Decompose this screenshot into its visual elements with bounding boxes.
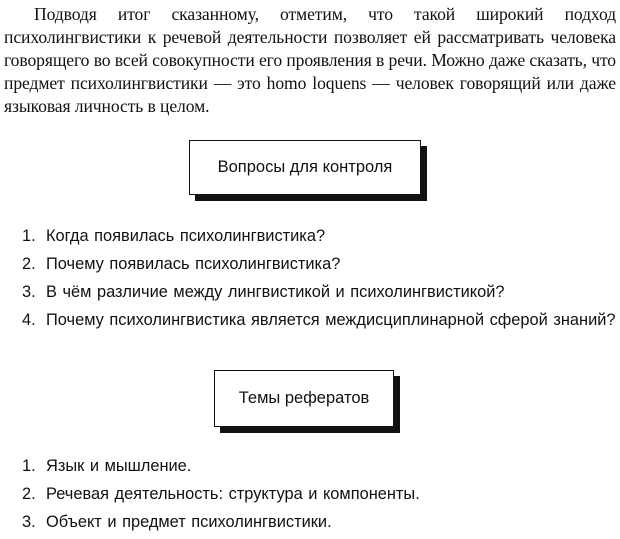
essay-topics-heading: Темы рефератов [238, 389, 370, 407]
essay-topics-list [22, 455, 618, 539]
list-item [22, 253, 618, 275]
item-text: Когда появилась психолингвистика? [46, 227, 326, 245]
list-item [22, 483, 618, 505]
item-text: Почему психолингвистика является междисциплинарной сферой знаний? [46, 311, 616, 329]
control-questions-list [22, 225, 618, 337]
item-text: Почему появилась психолингвистика? [46, 255, 341, 273]
essay-topics-heading-box [214, 370, 394, 427]
control-questions-heading: Вопросы для контроля [217, 158, 393, 176]
item-text: В чём различие между лингвистикой и психолингвистикой? [46, 283, 505, 301]
item-number: 2. [22, 255, 36, 273]
item-number: 1. [22, 457, 36, 475]
item-text: Язык и мышление. [46, 457, 192, 475]
summary-paragraph: Подводя итог сказанному, отметим, что такой широкий подход психолингвистики к речевой деятельности позволяет ей рассматривать человека говорящего во всей совокупности его проявления в речи. Можно даже сказать, что предмет психолингвистики — это homo loquens — человек говорящий или даже языковая личность в целом. [4, 4, 616, 116]
list-item [22, 309, 618, 331]
control-questions-heading-box [189, 140, 421, 195]
item-number: 4. [22, 311, 36, 329]
item-number: 1. [22, 227, 36, 245]
list-item [22, 225, 618, 247]
list-item [22, 281, 618, 303]
item-number: 2. [22, 485, 36, 503]
item-text: Речевая деятельность: структура и компоненты. [46, 485, 420, 503]
item-number: 3. [22, 513, 36, 531]
item-text: Объект и предмет психолингвистики. [46, 513, 332, 531]
list-item [22, 455, 618, 477]
item-number: 3. [22, 283, 36, 301]
list-item [22, 511, 618, 533]
